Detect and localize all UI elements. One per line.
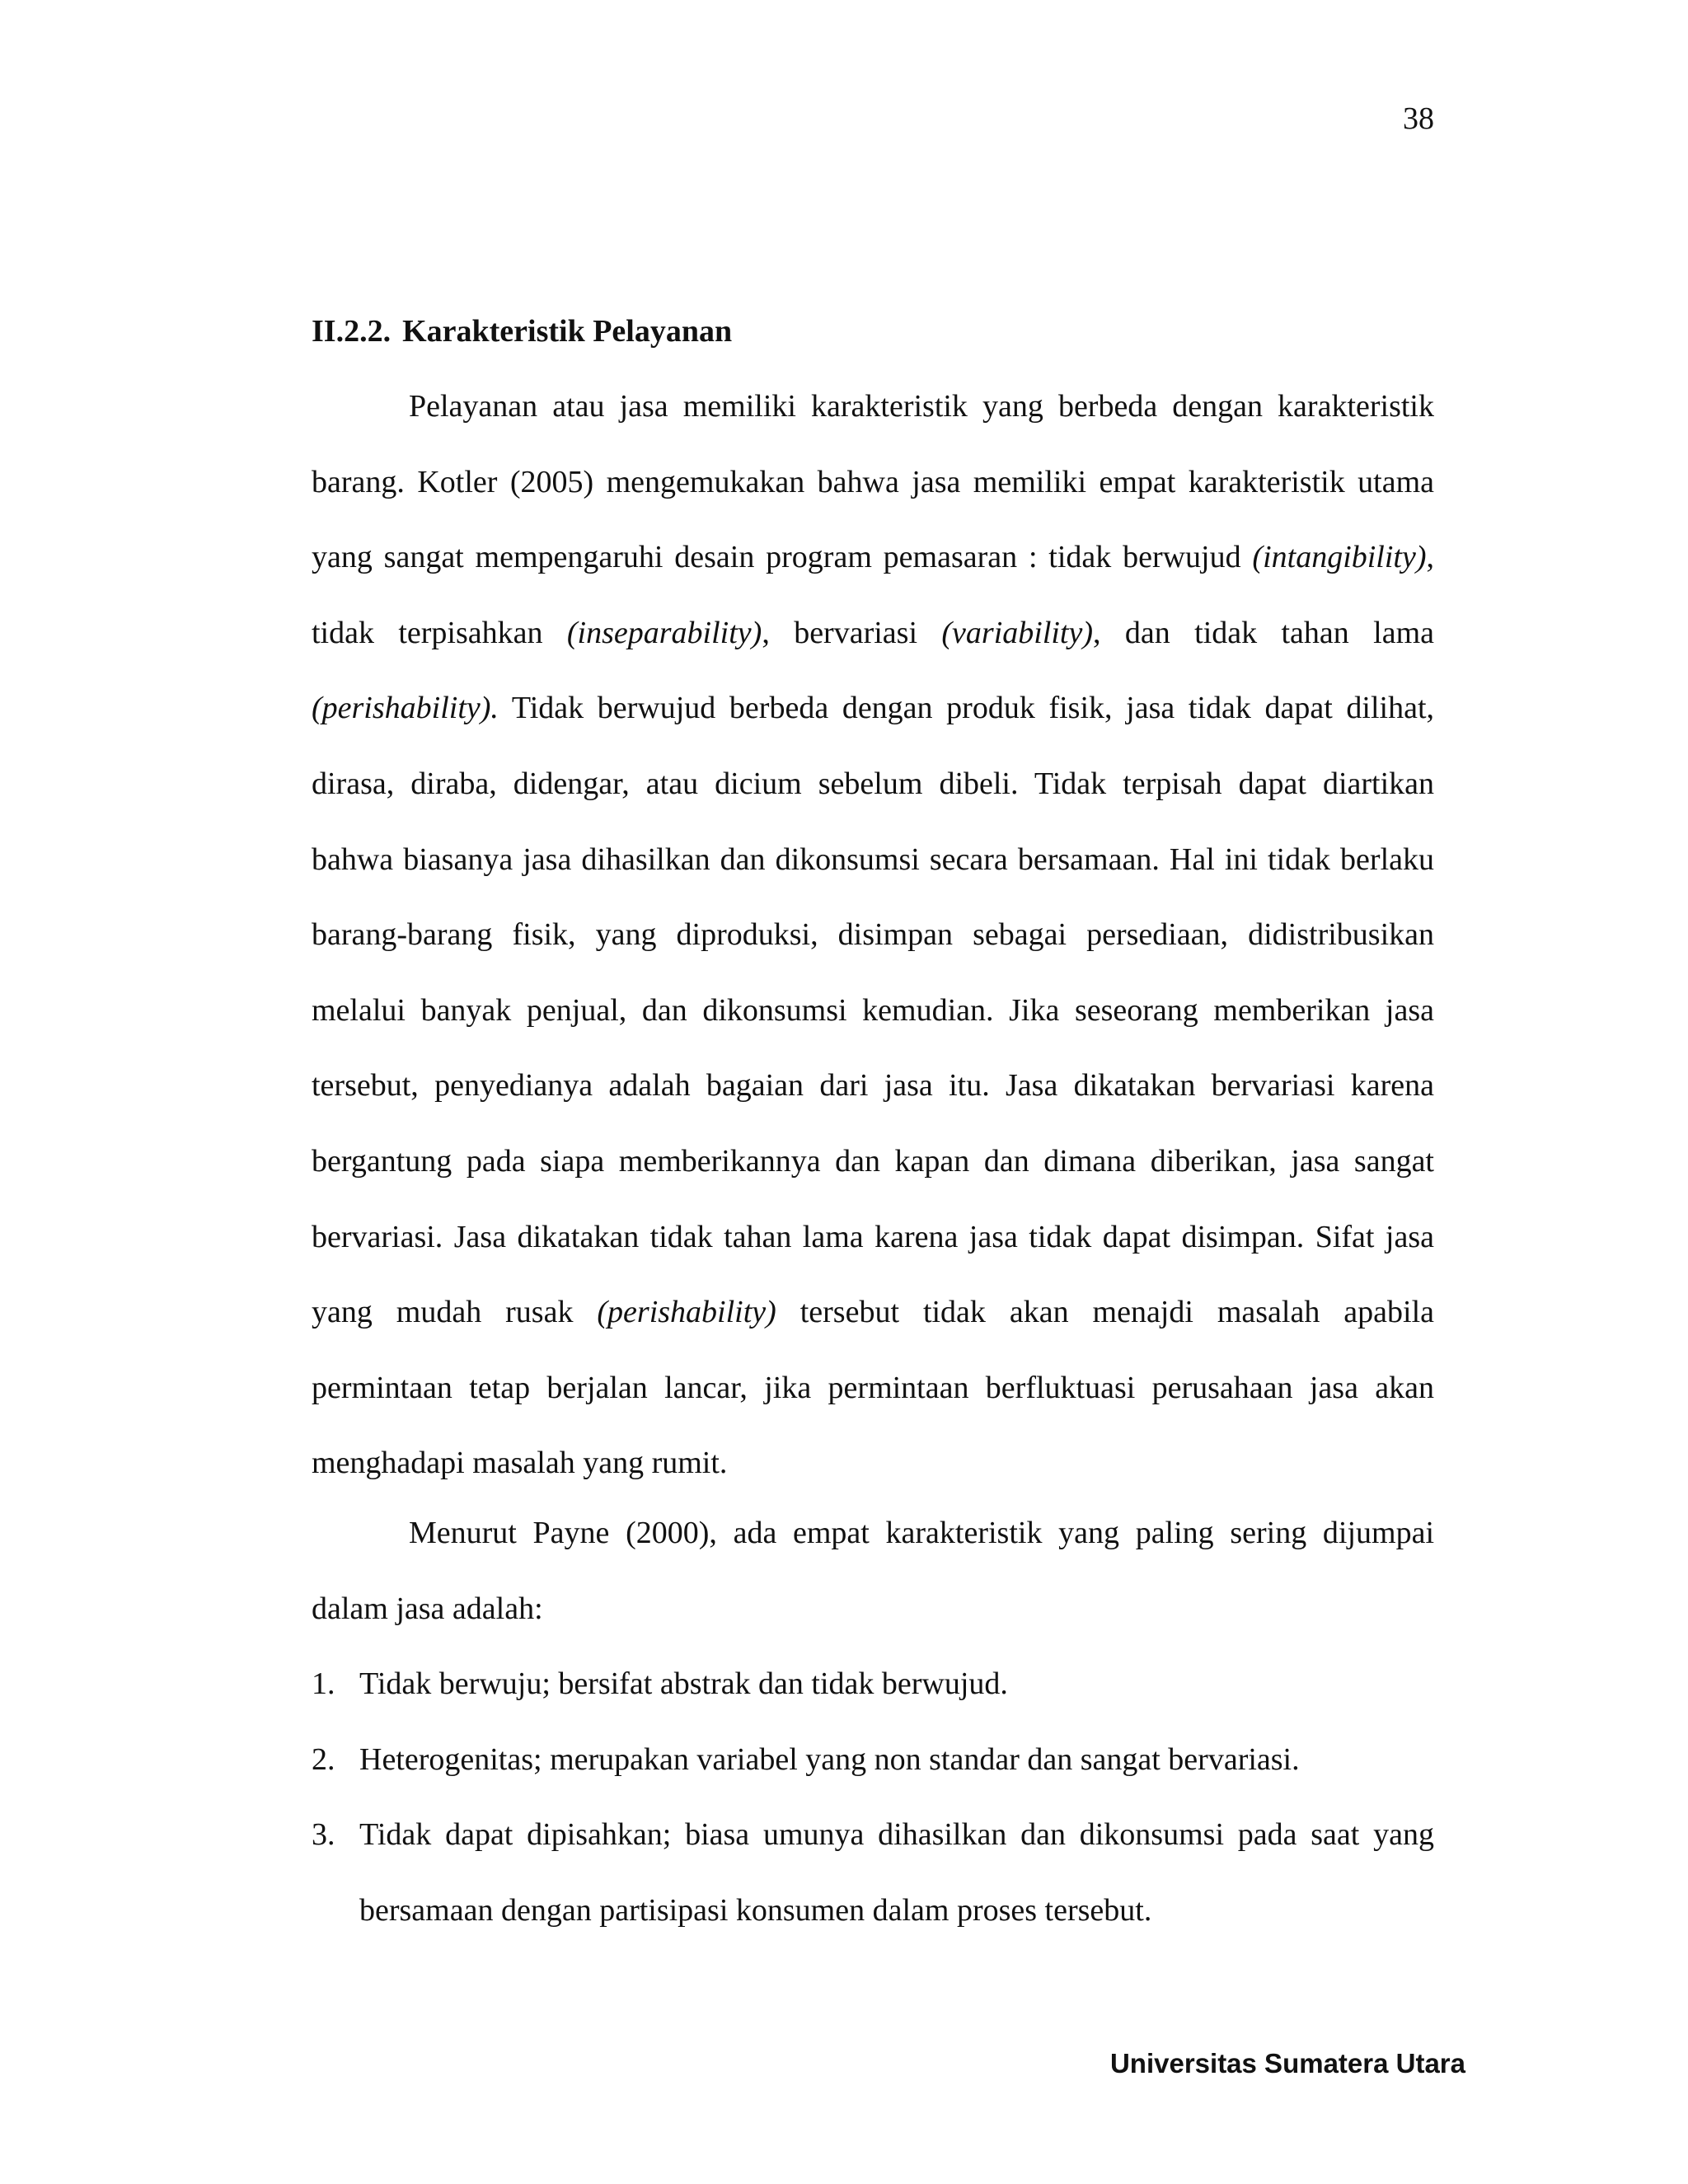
section-number: II.2.2. (312, 314, 392, 349)
text-run: Tidak berwujud berbeda dengan produk fisik, jasa tidak dapat dilihat, dirasa, diraba, didengar, atau dicium sebelum dibeli. Tidak terpisah dapat diartikan bahwa biasanya jasa dihasilkan dan dikonsumsi secara bersamaan. Hal ini tidak berlaku barang-barang fisik, yang diproduksi, disimpan sebagai persediaan, didistribusikan melalui banyak penjual, dan dikonsumsi kemudian. Jika seseorang memberikan jasa tersebut, penyedianya adalah bagaian dari jasa itu. Jasa dikatakan bervariasi karena bergantung pada siapa memberikannya dan kapan dan dimana diberikan, jasa sangat bervariasi. Jasa dikatakan tidak tahan lama karena jasa tidak dapat disimpan. Sifat jasa yang mudah rusak (312, 691, 1434, 1330)
italic-term: (inseparability) (566, 615, 762, 650)
list-item-number: 2. (312, 1741, 335, 1777)
section-heading (312, 312, 732, 351)
text-run: Pelayanan atau jasa memiliki karakteristik yang berbeda dengan karakteristik barang. Kotler (2005) mengemukakan bahwa jasa memiliki empat karakteristik utama yang sangat mempengaruhi desain program pemasaran : tidak berwujud (312, 389, 1434, 575)
text-run: , dan tidak tahan lama (1093, 615, 1435, 650)
paragraph-karakteristik-jasa (312, 369, 1434, 1502)
italic-term: (intangibility) (1252, 540, 1427, 575)
list-item-text: Tidak dapat dipisahkan; biasa umunya dihasilkan dan dikonsumsi pada saat yang bersamaan dengan partisipasi konsumen dalam proses tersebut. (359, 1817, 1434, 1928)
text-run: , tidak terpisahkan (312, 540, 1434, 650)
italic-term: (perishability) (597, 1295, 776, 1330)
list-item (312, 1647, 1434, 1722)
list-item-number: 3. (312, 1817, 335, 1853)
section-title: Karakteristik Pelayanan (402, 314, 733, 349)
paragraph-payne: Menurut Payne (2000), ada empat karakteristik yang paling sering dijumpai dalam jasa adalah: (312, 1516, 1434, 1626)
italic-term: (variability) (941, 615, 1094, 650)
characteristics-list (312, 1647, 1434, 1948)
list-item-number: 1. (312, 1666, 335, 1701)
page-number: 38 (1403, 101, 1434, 136)
footer-institution: Universitas Sumatera Utara (1109, 2048, 1465, 2079)
list-item-text: Tidak berwuju; bersifat abstrak dan tidak berwujud. (359, 1666, 1008, 1701)
list-item (312, 1722, 1434, 1798)
list-item-text: Heterogenitas; merupakan variabel yang non standar dan sangat bervariasi. (359, 1741, 1300, 1777)
text-run: tersebut tidak akan menajdi masalah apabila permintaan tetap berjalan lancar, jika permintaan berfluktuasi perusahaan jasa akan menghadapi masalah yang rumit. (312, 1295, 1434, 1481)
list-item (312, 1797, 1434, 1948)
text-run: , bervariasi (762, 615, 942, 650)
italic-term: (perishability). (312, 691, 499, 726)
